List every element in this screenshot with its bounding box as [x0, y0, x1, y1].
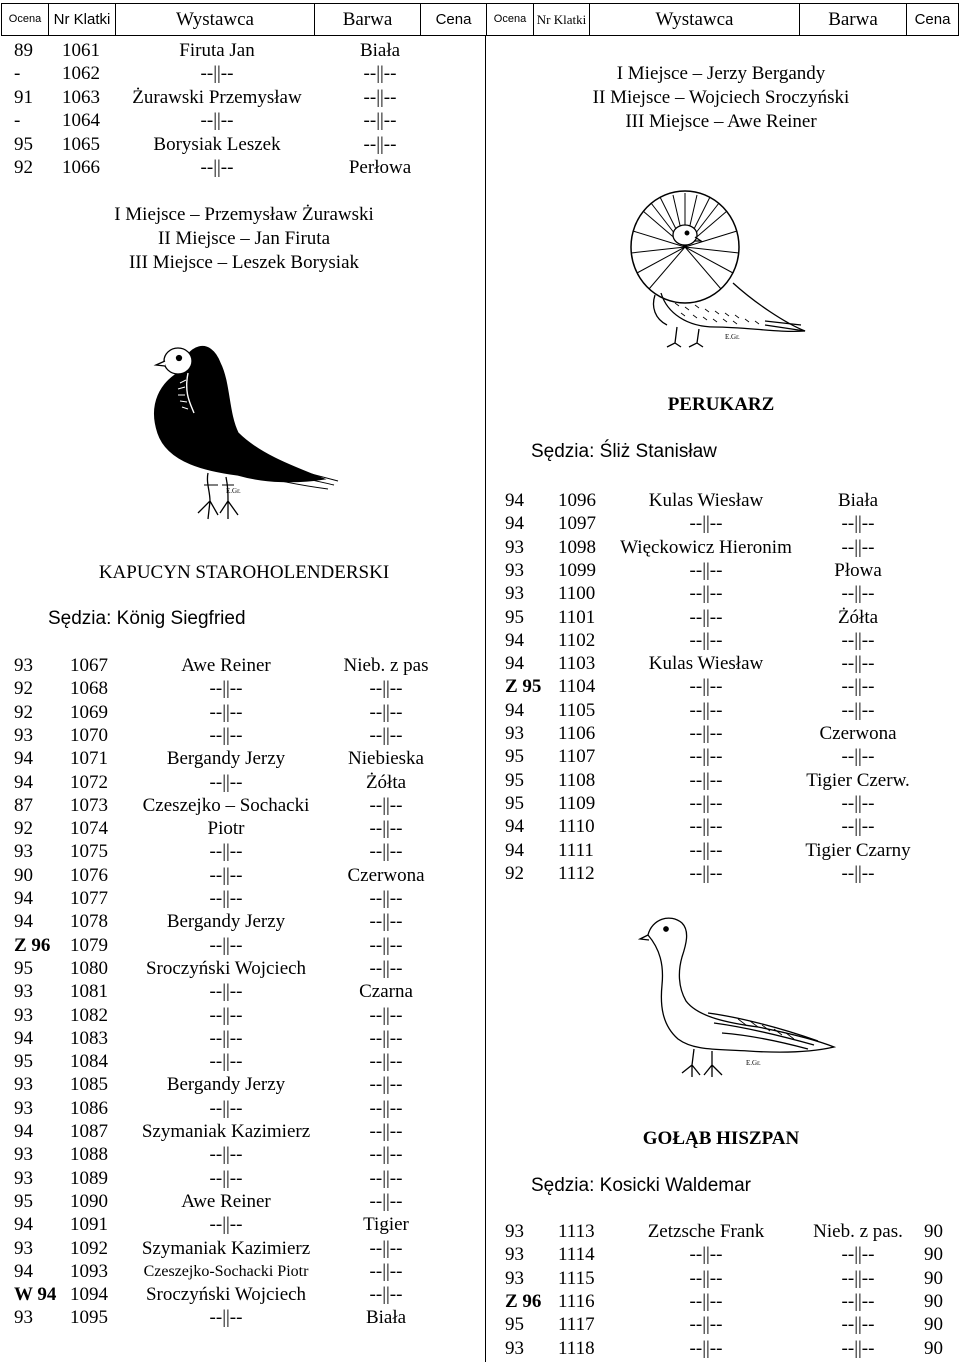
ocena-cell: 94: [14, 911, 33, 933]
kapucyn-title: KAPUCYN STAROHOLENDERSKI: [98, 562, 390, 583]
barwa-cell: --||--: [841, 1314, 875, 1336]
wystawca-cell: Więckowicz Hieronim: [620, 536, 792, 558]
ocena-cell: 89: [14, 40, 33, 61]
nr-klatki-cell: 1062: [62, 63, 100, 85]
table-row: [0, 746, 960, 768]
header-wystawca: Wystawca: [590, 4, 800, 36]
place-line: II Miejsce – Jan Firuta: [157, 228, 331, 249]
nr-klatki-cell: 1099: [558, 559, 596, 581]
nr-klatki-cell: 1066: [62, 157, 100, 178]
barwa-cell: Żółta: [837, 606, 879, 628]
ocena-cell: 94: [14, 1027, 33, 1049]
nr-klatki-cell: 1114: [558, 1244, 595, 1266]
nr-klatki-cell: 1076: [70, 864, 108, 886]
place-line: II Miejsce – Wojciech Sroczyński: [592, 87, 850, 108]
cena-cell: 90: [924, 1337, 943, 1359]
wystawca-cell: Firuta Jan: [179, 40, 255, 61]
nr-klatki-cell: 1086: [70, 1097, 108, 1119]
ocena-cell: 94: [505, 490, 524, 511]
ocena-cell: 93: [505, 723, 524, 744]
nr-klatki-cell: 1107: [558, 746, 596, 768]
kapucyn-judge: Sędzia: König Siegfried: [48, 608, 246, 629]
wystawca-cell: --||--: [689, 559, 723, 581]
barwa-cell: --||--: [841, 676, 875, 698]
barwa-cell: --||--: [369, 911, 403, 933]
wystawca-cell: Awe Reiner: [181, 1190, 271, 1212]
wystawca-cell: Kulas Wiesław: [648, 490, 764, 511]
nr-klatki-cell: 1082: [70, 1004, 108, 1026]
table-row: [0, 40, 960, 62]
wystawca-cell: --||--: [689, 1337, 723, 1359]
table-row: [0, 723, 960, 745]
place-line: I Miejsce – Przemysław Żurawski: [114, 204, 374, 225]
barwa-cell: Biała: [359, 40, 401, 61]
nr-klatki-cell: 1097: [558, 513, 596, 535]
wystawca-cell: Sroczyński Wojciech: [145, 957, 307, 979]
ocena-cell: 95: [14, 957, 33, 979]
ocena-cell: Z 96: [14, 934, 51, 956]
ocena-cell: 95: [505, 746, 524, 768]
barwa-cell: Tigier Czarny: [805, 839, 911, 861]
wystawca-cell: --||--: [200, 63, 234, 85]
hiszpan-title: GOŁĄB HISZPAN: [642, 1128, 800, 1149]
ocena-cell: 93: [505, 583, 524, 605]
barwa-cell: --||--: [841, 653, 875, 675]
ocena-cell: 93: [505, 1221, 524, 1242]
nr-klatki-cell: 1093: [70, 1260, 108, 1282]
barwa-cell: --||--: [369, 1190, 403, 1212]
ocena-cell: 95: [505, 1314, 524, 1336]
wystawca-cell: --||--: [200, 157, 234, 178]
nr-klatki-cell: 1070: [70, 724, 108, 746]
nr-klatki-cell: 1073: [70, 794, 108, 816]
barwa-cell: Nieb. z pas.: [813, 1221, 903, 1242]
ocena-cell: 93: [505, 1267, 524, 1289]
barwa-cell: --||--: [841, 792, 875, 814]
nr-klatki-cell: 1071: [70, 748, 108, 770]
nr-klatki-cell: 1090: [70, 1190, 108, 1212]
ocena-cell: 95: [14, 1051, 33, 1073]
barwa-cell: Tigier: [363, 1214, 409, 1236]
wystawca-cell: --||--: [209, 678, 243, 700]
wystawca-cell: Borysiak Leszek: [153, 133, 281, 155]
ocena-cell: 95: [14, 1190, 33, 1212]
header-ocena: Ocena: [2, 4, 49, 36]
nr-klatki-cell: 1085: [70, 1074, 108, 1096]
wystawca-cell: Zetzsche Frank: [647, 1221, 765, 1242]
nr-klatki-cell: 1069: [70, 701, 108, 723]
nr-klatki-cell: 1092: [70, 1237, 108, 1259]
place-line: I Miejsce – Jerzy Bergandy: [616, 63, 826, 84]
table-row: [0, 1121, 960, 1143]
table-row: [0, 607, 960, 629]
nr-klatki-cell: 1080: [70, 957, 108, 979]
ocena-cell: 94: [14, 1214, 33, 1236]
wystawca-cell: --||--: [689, 629, 723, 651]
barwa-cell: --||--: [841, 699, 875, 721]
ocena-cell: 93: [14, 1307, 33, 1329]
ocena-cell: 94: [14, 888, 33, 909]
nr-klatki-cell: 1083: [70, 1027, 108, 1049]
ocena-cell: 93: [14, 981, 33, 1003]
table-row: [0, 793, 960, 815]
place-line: III Miejsce – Leszek Borysiak: [128, 252, 360, 273]
nr-klatki-cell: 1091: [70, 1214, 108, 1236]
ocena-cell: 92: [505, 862, 524, 884]
nr-klatki-cell: 1113: [558, 1221, 595, 1242]
header-cena: Cena: [421, 4, 487, 36]
kapucyn-bird-signature: E.Gr.: [226, 487, 241, 495]
table-row: [0, 700, 960, 722]
table-row: [0, 1338, 960, 1360]
wystawca-cell: --||--: [209, 864, 243, 886]
ocena-cell: 93: [14, 1167, 33, 1189]
ocena-cell: 92: [14, 157, 33, 178]
perukarz-judge: Sędzia: Śliż Stanisław: [531, 441, 717, 462]
barwa-cell: Płowa: [834, 559, 882, 581]
wystawca-cell: Piotr: [207, 818, 245, 840]
barwa-cell: Czerwona: [819, 723, 897, 744]
ocena-cell: W 94: [14, 1284, 57, 1306]
wystawca-cell: Szymaniak Kazimierz: [141, 1121, 311, 1142]
nr-klatki-cell: 1109: [558, 792, 596, 814]
barwa-cell: --||--: [369, 1144, 403, 1166]
nr-klatki-cell: 1112: [558, 862, 595, 884]
ocena-cell: 93: [505, 536, 524, 558]
barwa-cell: --||--: [363, 86, 397, 108]
barwa-cell: Tigier Czerw.: [806, 769, 910, 791]
ocena-cell: 92: [14, 678, 33, 700]
barwa-cell: --||--: [363, 133, 397, 155]
cena-cell: 90: [924, 1290, 943, 1312]
table-row: [0, 630, 960, 652]
ocena-cell: 94: [14, 1260, 33, 1282]
header-barwa: Barwa: [800, 4, 907, 36]
table-row: [0, 134, 960, 156]
cena-cell: 90: [924, 1314, 943, 1336]
wystawca-cell: --||--: [209, 701, 243, 723]
table-row: [0, 513, 960, 535]
table-row: [0, 1244, 960, 1266]
wystawca-cell: --||--: [209, 724, 243, 746]
ocena-cell: 94: [505, 513, 524, 535]
table-row: [0, 537, 960, 559]
wystawca-cell: --||--: [689, 723, 723, 744]
table-row: [0, 1314, 960, 1336]
nr-klatki-cell: 1074: [70, 818, 108, 840]
barwa-cell: Perłowa: [348, 157, 412, 178]
nr-klatki-cell: 1103: [558, 653, 596, 675]
ocena-cell: 94: [14, 1121, 33, 1142]
table-row: [0, 1191, 960, 1213]
nr-klatki-cell: 1098: [558, 536, 596, 558]
header-wystawca: Wystawca: [116, 4, 315, 36]
wystawca-cell: --||--: [689, 1244, 723, 1266]
barwa-cell: Biała: [365, 1307, 407, 1329]
nr-klatki-cell: 1101: [558, 606, 596, 628]
table-row: [0, 770, 960, 792]
barwa-cell: --||--: [369, 1097, 403, 1119]
ocena-cell: 93: [14, 1144, 33, 1166]
ocena-cell: 93: [14, 841, 33, 863]
perukarz-bird-illustration: [615, 185, 815, 355]
barwa-cell: --||--: [369, 1027, 403, 1049]
wystawca-cell: --||--: [689, 792, 723, 814]
ocena-cell: 94: [505, 816, 524, 838]
wystawca-cell: --||--: [209, 1144, 243, 1166]
ocena-cell: 93: [14, 1237, 33, 1259]
nr-klatki-cell: 1095: [70, 1307, 108, 1329]
barwa-cell: --||--: [841, 536, 875, 558]
ocena-cell: 87: [14, 794, 33, 816]
wystawca-cell: --||--: [689, 1267, 723, 1289]
table-row: [0, 157, 960, 179]
barwa-cell: --||--: [841, 816, 875, 838]
table-row: [0, 816, 960, 838]
wystawca-cell: Bergandy Jerzy: [166, 1074, 286, 1096]
wystawca-cell: --||--: [209, 1004, 243, 1026]
wystawca-cell: --||--: [209, 888, 243, 909]
ocena-cell: 91: [14, 86, 33, 108]
ocena-cell: 95: [505, 792, 524, 814]
nr-klatki-cell: 1116: [558, 1290, 595, 1312]
wystawca-cell: --||--: [689, 1314, 723, 1336]
barwa-cell: Czerwona: [347, 864, 425, 886]
ocena-cell: 93: [14, 1074, 33, 1096]
barwa-cell: --||--: [369, 1237, 403, 1259]
wystawca-cell: --||--: [689, 746, 723, 768]
table-row: [0, 560, 960, 582]
hiszpan-judge: Sędzia: Kosicki Waldemar: [531, 1175, 751, 1196]
nr-klatki-cell: 1106: [558, 723, 596, 744]
nr-klatki-cell: 1067: [70, 655, 108, 676]
nr-klatki-cell: 1077: [70, 888, 108, 909]
barwa-cell: --||--: [369, 724, 403, 746]
table-row: [0, 653, 960, 675]
nr-klatki-cell: 1096: [558, 490, 596, 511]
barwa-cell: Niebieska: [348, 748, 424, 770]
barwa-cell: --||--: [369, 701, 403, 723]
ocena-cell: 94: [505, 839, 524, 861]
barwa-cell: --||--: [841, 629, 875, 651]
table-row: [0, 1221, 960, 1243]
barwa-cell: Żółta: [365, 771, 407, 793]
table-row: [0, 840, 960, 862]
wystawca-cell: --||--: [689, 862, 723, 884]
ocena-cell: 93: [505, 559, 524, 581]
barwa-cell: --||--: [369, 1167, 403, 1189]
header-cena: Cena: [907, 4, 959, 36]
ocena-cell: 92: [14, 818, 33, 840]
ocena-cell: 93: [14, 724, 33, 746]
nr-klatki-cell: 1118: [558, 1337, 595, 1359]
nr-klatki-cell: 1117: [558, 1314, 595, 1336]
barwa-cell: --||--: [841, 1290, 875, 1312]
table-row: [0, 863, 960, 885]
wystawca-cell: Bergandy Jerzy: [166, 748, 286, 770]
wystawca-cell: --||--: [689, 699, 723, 721]
ocena-cell: -: [14, 110, 21, 132]
hiszpan-bird-signature: E.Gr.: [746, 1059, 761, 1067]
cena-cell: 90: [924, 1221, 943, 1242]
table-row: [0, 1268, 960, 1290]
barwa-cell: --||--: [841, 1244, 875, 1266]
wystawca-cell: Kulas Wiesław: [648, 653, 764, 675]
barwa-cell: --||--: [841, 746, 875, 768]
wystawca-cell: --||--: [689, 676, 723, 698]
barwa-cell: --||--: [841, 513, 875, 535]
nr-klatki-cell: 1105: [558, 699, 596, 721]
nr-klatki-cell: 1102: [558, 629, 596, 651]
place-line: III Miejsce – Awe Reiner: [625, 111, 817, 132]
table-row: [0, 1291, 960, 1313]
nr-klatki-cell: 1104: [558, 676, 596, 698]
nr-klatki-cell: 1065: [62, 133, 100, 155]
barwa-cell: --||--: [369, 794, 403, 816]
ocena-cell: 95: [505, 606, 524, 628]
barwa-cell: Biała: [837, 490, 879, 511]
header-barwa: Barwa: [315, 4, 421, 36]
ocena-cell: 93: [14, 1004, 33, 1026]
barwa-cell: --||--: [841, 862, 875, 884]
barwa-cell: --||--: [363, 110, 397, 132]
nr-klatki-cell: 1079: [70, 934, 108, 956]
wystawca-cell: --||--: [209, 1027, 243, 1049]
barwa-cell: --||--: [369, 957, 403, 979]
wystawca-cell: --||--: [689, 606, 723, 628]
wystawca-cell: --||--: [209, 841, 243, 863]
wystawca-cell: --||--: [689, 513, 723, 535]
wystawca-cell: Czeszejko – Sochacki: [142, 794, 310, 816]
nr-klatki-cell: 1063: [62, 86, 100, 108]
nr-klatki-cell: 1089: [70, 1167, 108, 1189]
nr-klatki-cell: 1087: [70, 1121, 108, 1142]
wystawca-cell: Czeszejko-Sochacki Piotr: [143, 1262, 309, 1280]
nr-klatki-cell: 1061: [62, 40, 100, 61]
wystawca-cell: Bergandy Jerzy: [166, 911, 286, 933]
table-row: [0, 583, 960, 605]
barwa-cell: Czarna: [359, 981, 413, 1003]
nr-klatki-cell: 1088: [70, 1144, 108, 1166]
nr-klatki-cell: 1078: [70, 911, 108, 933]
header-nr-klatki: Nr Klatki: [49, 4, 116, 36]
nr-klatki-cell: 1110: [558, 816, 595, 838]
ocena-cell: 90: [14, 864, 33, 886]
nr-klatki-cell: 1108: [558, 769, 596, 791]
wystawca-cell: --||--: [209, 771, 243, 793]
nr-klatki-cell: 1111: [558, 839, 594, 861]
nr-klatki-cell: 1094: [70, 1284, 108, 1306]
wystawca-cell: Szymaniak Kazimierz: [141, 1237, 311, 1259]
ocena-cell: 95: [14, 133, 33, 155]
wystawca-cell: Żurawski Przemysław: [132, 86, 302, 108]
cena-cell: 90: [924, 1267, 943, 1289]
ocena-cell: 94: [14, 748, 33, 770]
barwa-cell: Nieb. z pas: [343, 655, 429, 676]
wystawca-cell: --||--: [209, 934, 243, 956]
ocena-cell: Z 96: [505, 1290, 542, 1312]
wystawca-cell: --||--: [209, 1167, 243, 1189]
barwa-cell: --||--: [841, 1337, 875, 1359]
barwa-cell: --||--: [369, 678, 403, 700]
wystawca-cell: --||--: [689, 769, 723, 791]
header-ocena: Ocena: [487, 4, 534, 36]
nr-klatki-cell: 1064: [62, 110, 100, 132]
ocena-cell: 94: [505, 653, 524, 675]
wystawca-cell: --||--: [209, 1214, 243, 1236]
wystawca-cell: Sroczyński Wojciech: [145, 1284, 307, 1306]
barwa-cell: --||--: [369, 818, 403, 840]
wystawca-cell: --||--: [209, 981, 243, 1003]
nr-klatki-cell: 1075: [70, 841, 108, 863]
table-row: [0, 1144, 960, 1166]
wystawca-cell: --||--: [200, 110, 234, 132]
wystawca-cell: --||--: [209, 1097, 243, 1119]
ocena-cell: Z 95: [505, 676, 542, 698]
table-row: [0, 676, 960, 698]
barwa-cell: --||--: [369, 1074, 403, 1096]
ocena-cell: 93: [505, 1244, 524, 1266]
cena-cell: 90: [924, 1244, 943, 1266]
barwa-cell: --||--: [369, 1260, 403, 1282]
nr-klatki-cell: 1081: [70, 981, 108, 1003]
ocena-cell: 93: [505, 1337, 524, 1359]
ocena-cell: 94: [505, 629, 524, 651]
ocena-cell: 93: [14, 1097, 33, 1119]
table-row: [0, 490, 960, 512]
barwa-cell: --||--: [841, 583, 875, 605]
nr-klatki-cell: 1084: [70, 1051, 108, 1073]
barwa-cell: --||--: [369, 1004, 403, 1026]
perukarz-title: PERUKARZ: [667, 394, 775, 415]
wystawca-cell: --||--: [209, 1307, 243, 1329]
ocena-cell: 94: [505, 699, 524, 721]
nr-klatki-cell: 1115: [558, 1267, 595, 1289]
barwa-cell: --||--: [369, 1284, 403, 1306]
column-header: [1, 3, 958, 36]
nr-klatki-cell: 1068: [70, 678, 108, 700]
wystawca-cell: --||--: [689, 839, 723, 861]
ocena-cell: 92: [14, 701, 33, 723]
wystawca-cell: --||--: [689, 583, 723, 605]
nr-klatki-cell: 1072: [70, 771, 108, 793]
ocena-cell: 94: [14, 771, 33, 793]
wystawca-cell: --||--: [689, 1290, 723, 1312]
header-nr-klatki: Nr Klatki: [534, 4, 590, 36]
table-row: [0, 1098, 960, 1120]
hiszpan-bird-illustration: [638, 905, 838, 1085]
barwa-cell: --||--: [369, 888, 403, 909]
ocena-cell: -: [14, 63, 21, 85]
barwa-cell: --||--: [369, 934, 403, 956]
nr-klatki-cell: 1100: [558, 583, 596, 605]
wystawca-cell: --||--: [689, 816, 723, 838]
barwa-cell: --||--: [363, 63, 397, 85]
perukarz-bird-signature: E.Gr.: [725, 333, 740, 341]
barwa-cell: --||--: [369, 1051, 403, 1073]
ocena-cell: 93: [14, 655, 33, 676]
wystawca-cell: Awe Reiner: [181, 655, 271, 676]
barwa-cell: --||--: [841, 1267, 875, 1289]
barwa-cell: --||--: [369, 1121, 403, 1142]
wystawca-cell: --||--: [209, 1051, 243, 1073]
table-row: [0, 1168, 960, 1190]
barwa-cell: --||--: [369, 841, 403, 863]
ocena-cell: 95: [505, 769, 524, 791]
